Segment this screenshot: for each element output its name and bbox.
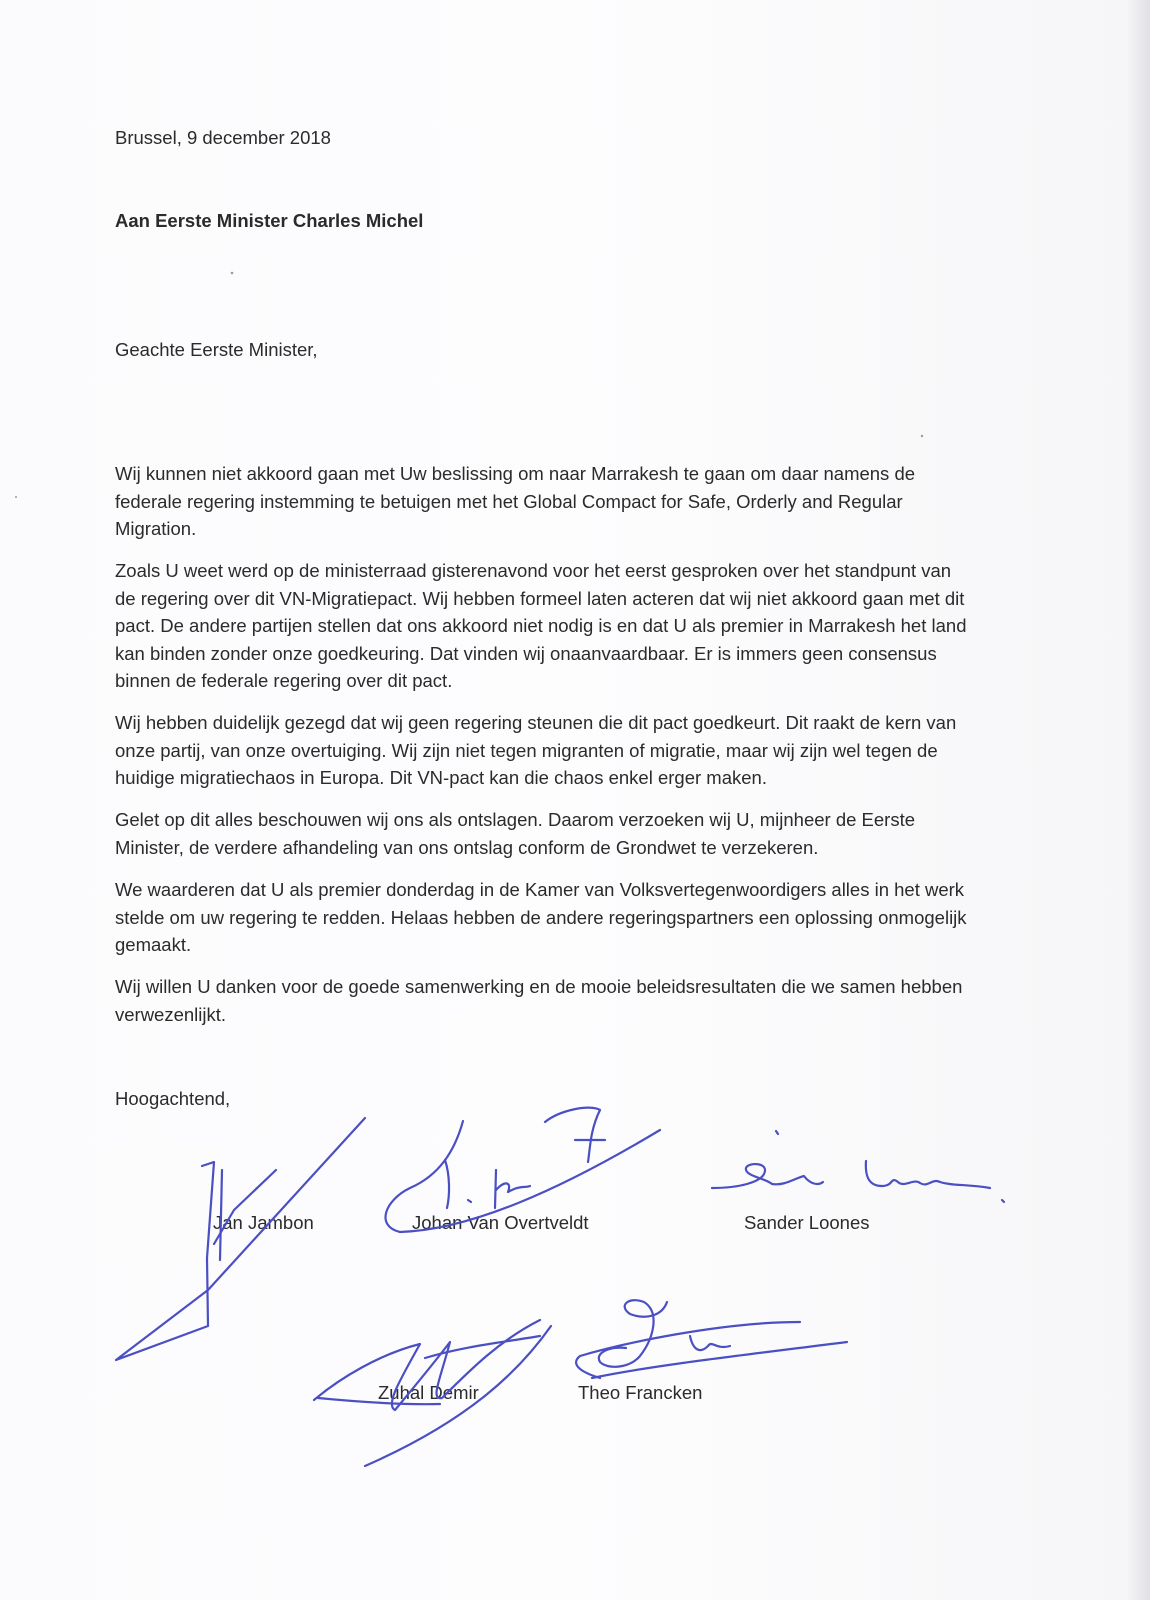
signatory-name-van-overtveldt: Johan Van Overtveldt (412, 1212, 589, 1233)
letter-paragraph: Wij willen U danken voor de goede samenwerking en de mooie beleidsresultaten die we samen hebben verwezenlijkt. (115, 976, 963, 1025)
letter-paragraph: Wij kunnen niet akkoord gaan met Uw beslissing om naar Marrakesh te gaan om daar namens de federale regering instemming te betuigen met het Global Compact for Safe, Orderly and Regular Migration. (115, 463, 916, 539)
paper-speck (15, 496, 17, 498)
letter-closing: Hoogachtend, (115, 1088, 231, 1109)
paper-speck (921, 435, 923, 437)
letter-paragraph: Gelet op dit alles beschouwen wij ons als ontslagen. Daarom verzoeken wij U, mijnheer de Eerste Minister, de verdere afhandeling van ons ontslag conform de Grondwet te verzekeren. (115, 809, 916, 858)
signature-jambon (116, 1118, 365, 1360)
signatory-name-demir: Zuhal Demir (378, 1382, 479, 1403)
signature-francken (576, 1300, 847, 1378)
letter-paragraph: Wij hebben duidelijk gezegd dat wij geen regering steunen die dit pact goedkeurt. Dit raakt de kern van onze partij, van onze overtuiging. Wij zijn niet tegen migranten of migratie, maar wij zijn wel tegen de huidige migratiechaos in Europa. Dit VN-pact kan die chaos enkel erger maken. (115, 712, 957, 788)
letter-paragraph: We waarderen dat U als premier donderdag in de Kamer van Volksvertegenwoordigers alles in het werk stelde om uw regering te redden. Helaas hebben de andere regeringspartners een oplossing onmogelijk gemaakt. (115, 879, 967, 955)
page-edge-shadow (1126, 0, 1150, 1600)
signature-loones (712, 1131, 1004, 1202)
letter-date: Brussel, 9 december 2018 (115, 127, 331, 148)
signatory-name-loones: Sander Loones (744, 1212, 870, 1233)
signatory-name-francken: Theo Francken (578, 1382, 703, 1403)
signatory-name-jambon: Jan Jambon (213, 1212, 314, 1233)
letter-addressee: Aan Eerste Minister Charles Michel (115, 210, 424, 231)
letter-salutation: Geachte Eerste Minister, (115, 339, 318, 360)
paper-speck (231, 272, 234, 275)
letter-paragraph: Zoals U weet werd op de ministerraad gisterenavond voor het eerst gesproken over het standpunt van de regering over dit VN-Migratiepact. Wij hebben formeel laten acteren dat wij niet akkoord gaan met dit pact. De andere partijen stellen dat ons akkoord niet nodig is en dat U als premier in Marrakesh het land kan binden zonder onze goedkeuring. Dat vinden wij onaanvaardbaar. Er is immers geen consensus binnen de federale regering over dit pact. (115, 560, 967, 691)
